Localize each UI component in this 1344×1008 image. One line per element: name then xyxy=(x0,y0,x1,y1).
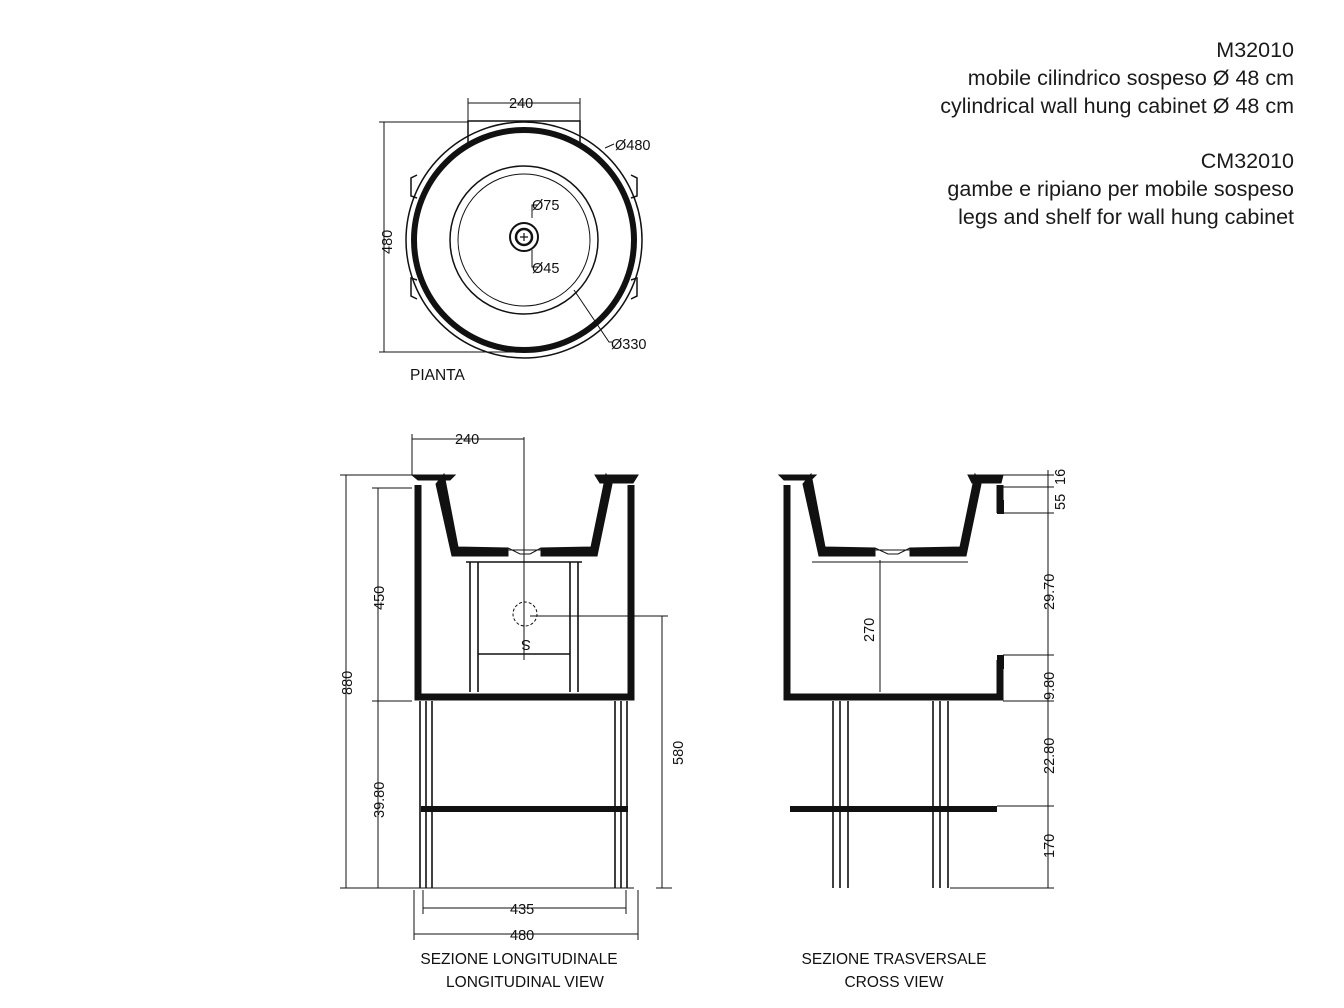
plan-caption: PIANTA xyxy=(410,367,465,384)
long-caption-it: SEZIONE LONGITUDINALE xyxy=(420,951,618,968)
cross-shelf xyxy=(790,806,997,812)
plan-dim-75-dia: Ø75 xyxy=(532,198,560,214)
shelf xyxy=(421,806,628,812)
plan-dim-240: 240 xyxy=(509,96,534,112)
cross-dim-55: 55 xyxy=(1053,493,1069,510)
leg xyxy=(615,701,627,888)
side-bracket xyxy=(631,175,637,198)
cross-caption-it: SEZIONE TRASVERSALE xyxy=(801,951,987,968)
longitudinal-view xyxy=(340,432,687,991)
plan-dim-height: 480 xyxy=(380,229,396,254)
leg xyxy=(420,701,432,888)
product-code-cabinet: M32010 xyxy=(1216,38,1294,62)
cross-dim-270: 270 xyxy=(862,617,878,642)
cross-basin-wall xyxy=(803,474,875,556)
siphon-label: S xyxy=(521,636,531,652)
basin-wall xyxy=(436,474,508,556)
plan-dim-480-dia: Ø480 xyxy=(615,138,651,154)
siphon-circle xyxy=(513,602,537,626)
cross-dim-170: 170 xyxy=(1042,833,1058,858)
plan-view xyxy=(379,96,650,384)
long-dim-880: 880 xyxy=(340,670,356,695)
cross-leg xyxy=(833,701,848,888)
long-dim-240: 240 xyxy=(455,432,480,448)
long-dim-435: 435 xyxy=(510,902,535,918)
side-bracket xyxy=(411,175,417,198)
product-desc-en-cabinet: cylindrical wall hung cabinet Ø 48 cm xyxy=(940,94,1294,118)
long-dim-480: 480 xyxy=(510,928,535,944)
cross-leg xyxy=(933,701,948,888)
long-caption-en: LONGITUDINAL VIEW xyxy=(446,974,604,991)
cross-dim-980: 9.80 xyxy=(1042,671,1058,700)
long-dim-580: 580 xyxy=(671,740,687,765)
product-desc-en-legs: legs and shelf for wall hung cabinet xyxy=(958,205,1294,229)
product-code-legs: CM32010 xyxy=(1200,149,1294,173)
long-dim-3980: 39.80 xyxy=(372,781,388,818)
cross-dim-2970: 29.70 xyxy=(1042,573,1058,610)
cross-caption-en: CROSS VIEW xyxy=(844,974,944,991)
basin-wall xyxy=(541,474,612,556)
cross-view xyxy=(779,469,1069,991)
long-dim-450: 450 xyxy=(372,585,388,610)
cross-dim-2280: 22.80 xyxy=(1042,737,1058,774)
plan-dim-45-dia: Ø45 xyxy=(532,261,560,277)
cross-dim-16: 16 xyxy=(1053,468,1069,485)
product-desc-it-cabinet: mobile cilindrico sospeso Ø 48 cm xyxy=(967,66,1294,90)
cross-basin-wall xyxy=(910,474,981,556)
product-desc-it-legs: gambe e ripiano per mobile sospeso xyxy=(947,177,1294,201)
plan-dim-330-dia: Ø330 xyxy=(611,337,647,353)
